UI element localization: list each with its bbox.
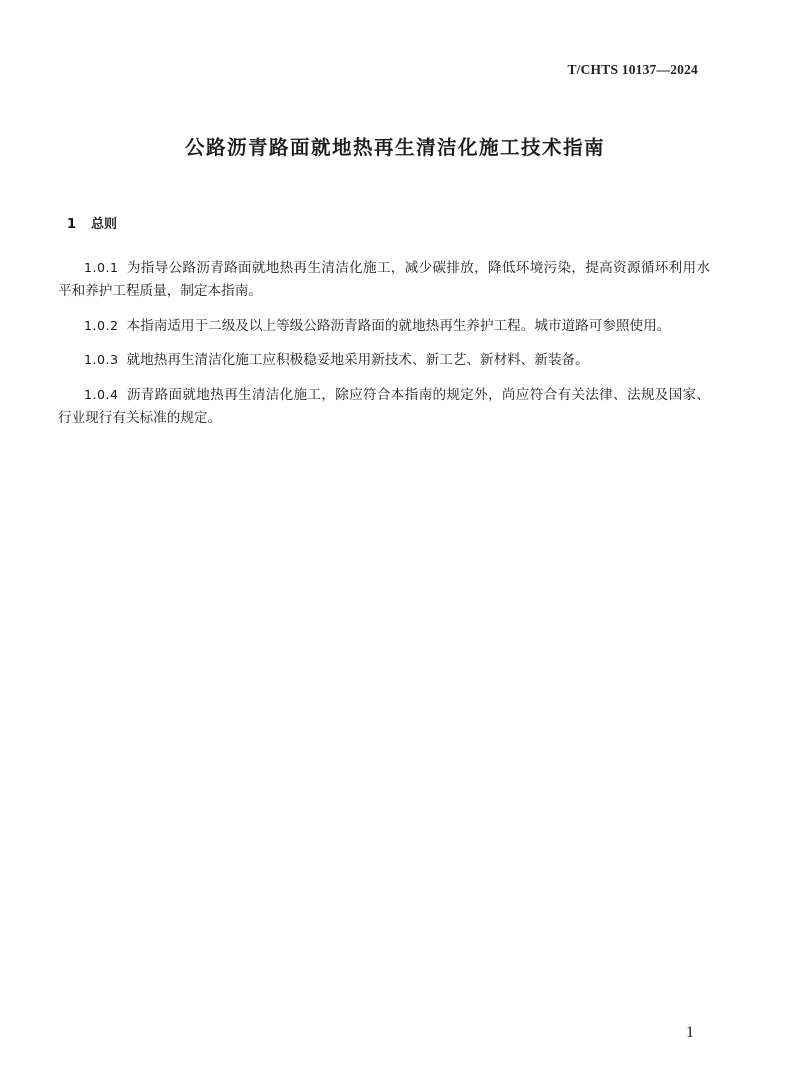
clause-text: 为指导公路沥青路面就地热再生清洁化施工，减少碳排放，降低环境污染，提高资源循环利用水平和养护工程质量，制定本指南。 xyxy=(58,260,710,300)
chapter-number: 1 xyxy=(67,217,77,232)
clause-1-0-2 xyxy=(58,314,710,338)
clause-1-0-4 xyxy=(58,383,710,431)
clause-number: 1.0.2 xyxy=(84,317,119,333)
clause-text: 就地热再生清洁化施工应积极稳妥地采用新技术、新工艺、新材料、新装备。 xyxy=(126,352,589,369)
clause-number: 1.0.4 xyxy=(84,386,119,402)
page-number: 1 xyxy=(686,1024,694,1041)
clause-list xyxy=(58,256,710,440)
chapter-heading xyxy=(67,213,117,232)
clause-1-0-1 xyxy=(58,256,710,304)
chapter-title: 总则 xyxy=(91,217,118,232)
clause-number: 1.0.3 xyxy=(84,352,119,368)
clause-1-0-3 xyxy=(58,348,710,372)
document-title: 公路沥青路面就地热再生清洁化施工技术指南 xyxy=(184,136,605,159)
clause-text: 本指南适用于二级及以上等级公路沥青路面的就地热再生养护工程。城市道路可参照使用。 xyxy=(126,317,671,334)
standard-number: T/CHTS 10137—2024 xyxy=(567,62,698,77)
clause-number: 1.0.1 xyxy=(84,260,119,275)
clause-text: 沥青路面就地热再生清洁化施工，除应符合本指南的规定外，尚应符合有关法律、法规及国家、行业现行有关标准的规定。 xyxy=(58,386,710,427)
